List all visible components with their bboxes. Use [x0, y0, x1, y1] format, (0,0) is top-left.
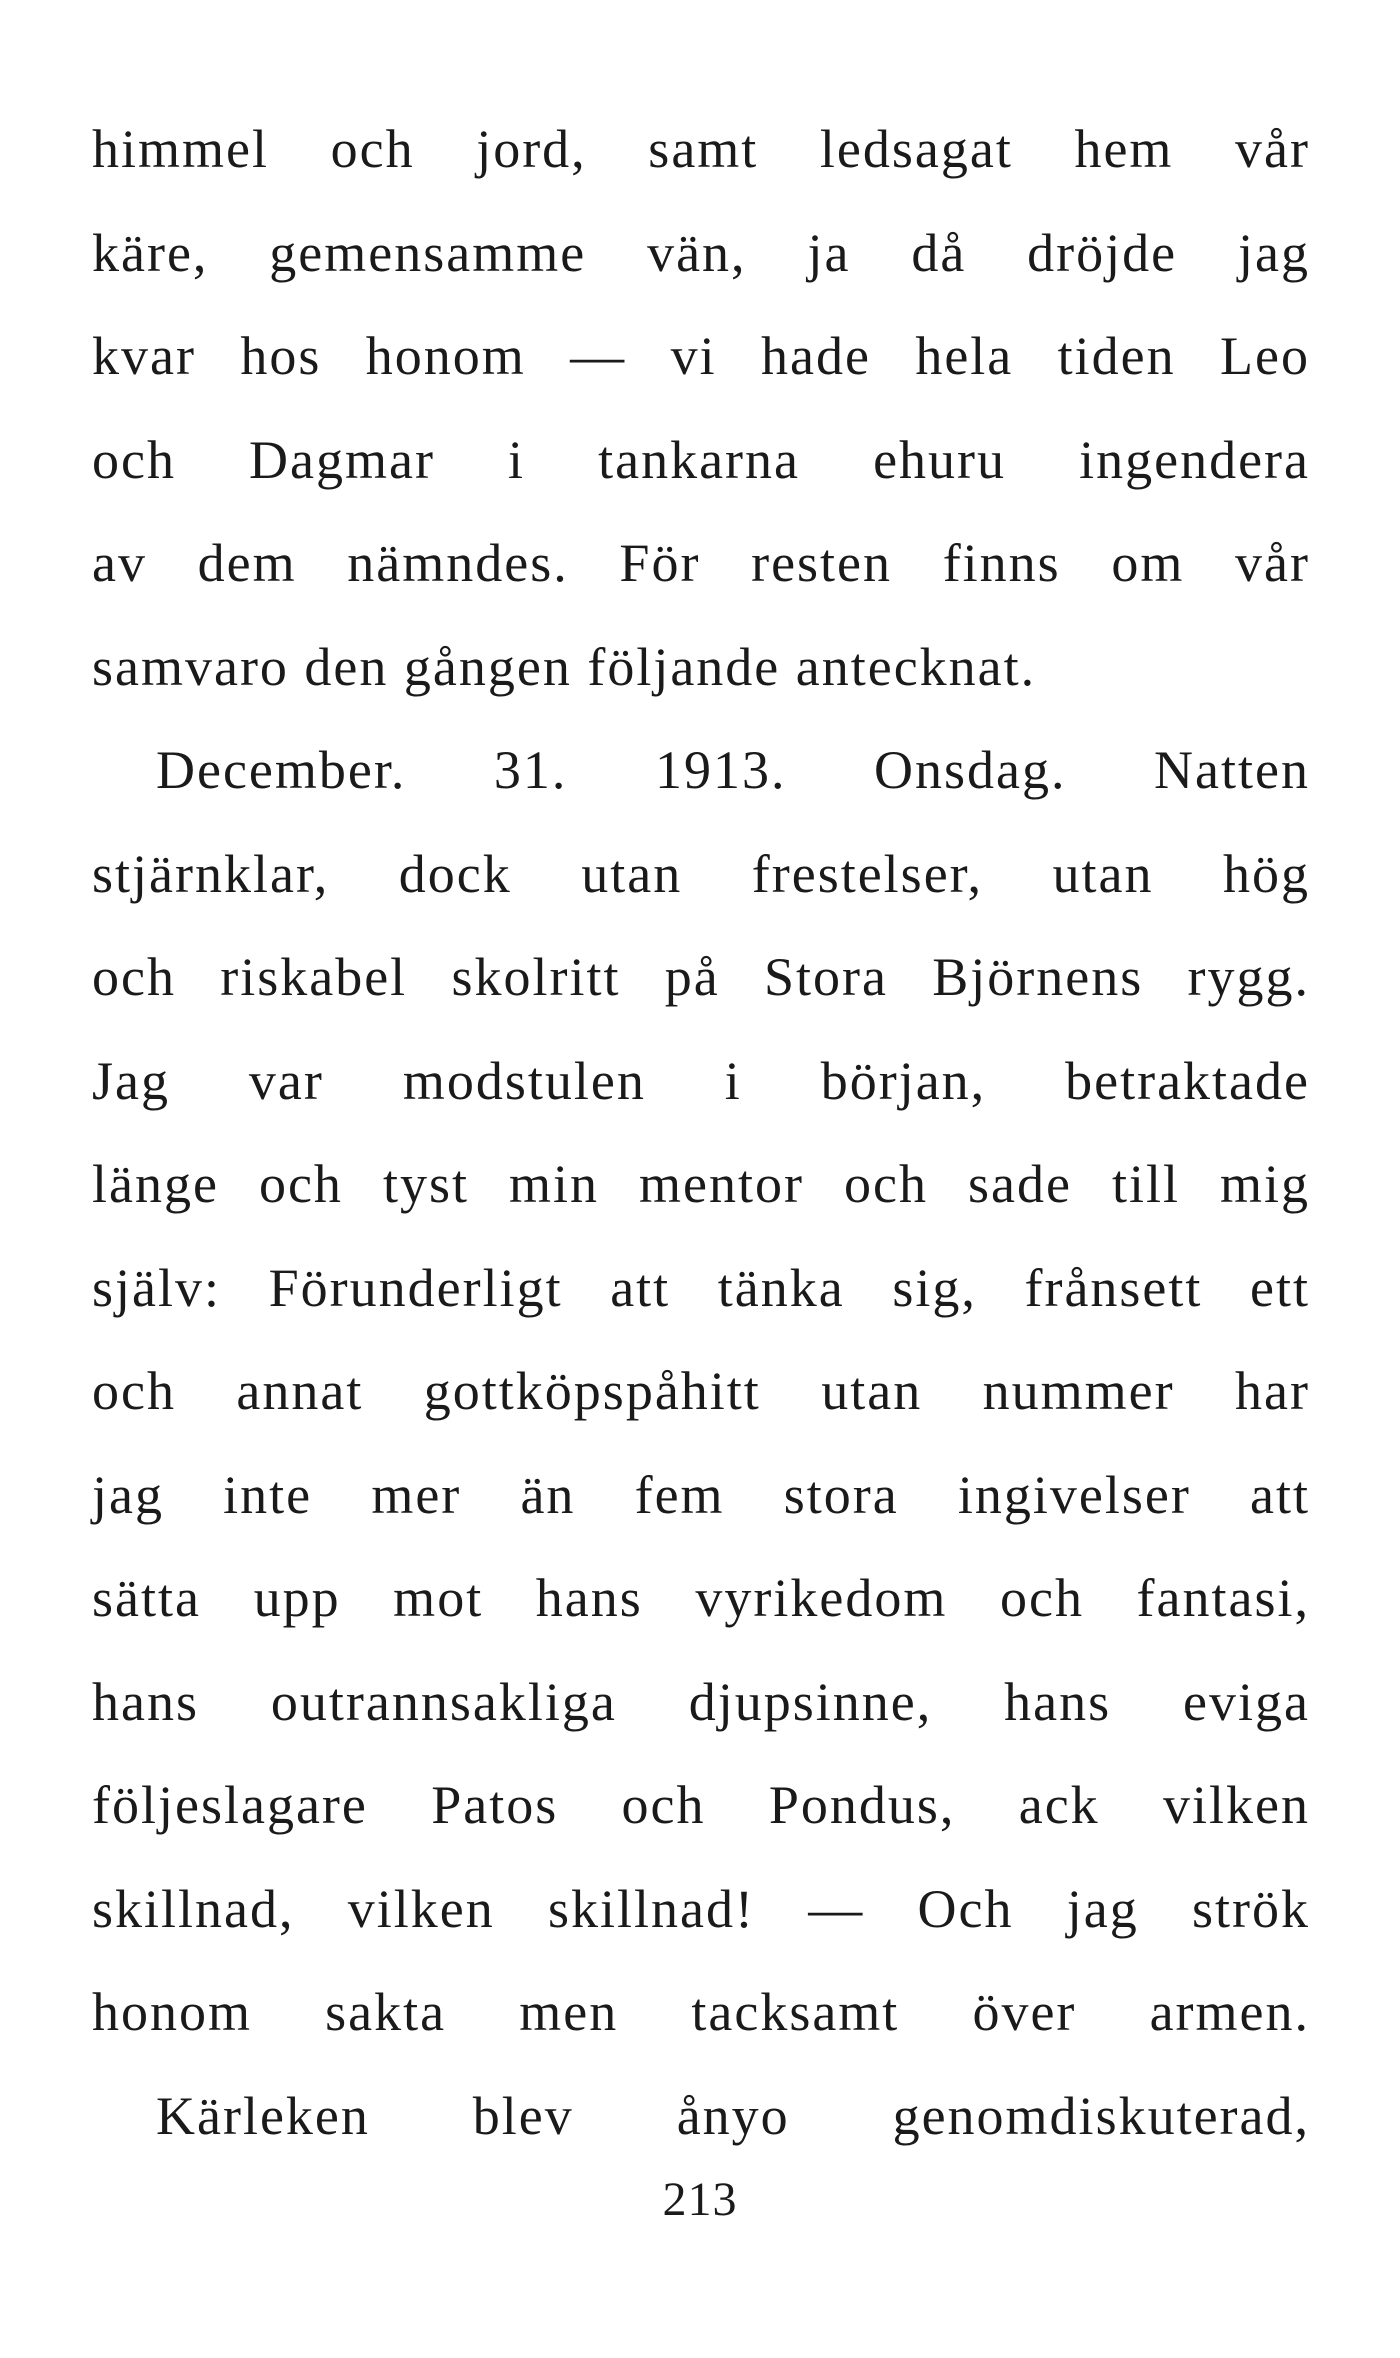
text-line: Kärleken blev ånyo genomdiskuterad,: [156, 2085, 1310, 2146]
text-line: December. 31. 1913. Onsdag. Natten: [156, 740, 1310, 800]
text-line: själv: Förunderligt att tänka sig, frånsett ett: [92, 1257, 1310, 1318]
body-text: [92, 98, 1310, 2168]
text-line: och riskabel skolritt på Stora Björnens rygg.: [92, 947, 1310, 1007]
text-line: sätta upp mot hans vyrikedom och fantasi,: [92, 1568, 1310, 1628]
text-line: hans outrannsakliga djupsinne, hans eviga: [92, 1671, 1310, 1732]
text-line: stjärnklar, dock utan frestelser, utan hög: [92, 843, 1310, 904]
text-line: samvaro den gången följande antecknat.: [92, 636, 1037, 697]
text-line: jag inte mer än fem stora ingivelser att: [92, 1464, 1310, 1525]
text-line: kvar hos honom — vi hade hela tiden Leo: [92, 326, 1310, 386]
text-line: skillnad, vilken skillnad! — Och jag strök: [92, 1878, 1310, 1939]
text-line: av dem nämndes. För resten finns om vår: [92, 533, 1310, 593]
text-line: käre, gemensamme vän, ja då dröjde jag: [92, 222, 1310, 283]
text-line: honom sakta men tacksamt över armen.: [92, 1982, 1310, 2042]
text-line: följeslagare Patos och Pondus, ack vilken: [92, 1775, 1310, 1835]
text-line: himmel och jord, samt ledsagat hem vår: [92, 119, 1310, 179]
text-line: och annat gottköpspåhitt utan nummer har: [92, 1361, 1310, 1421]
text-line: Jag var modstulen i början, betraktade: [92, 1050, 1310, 1111]
page-number: 213: [662, 2173, 738, 2226]
text-line: och Dagmar i tankarna ehuru ingendera: [92, 429, 1310, 490]
text-line: länge och tyst min mentor och sade till mig: [92, 1154, 1310, 1214]
